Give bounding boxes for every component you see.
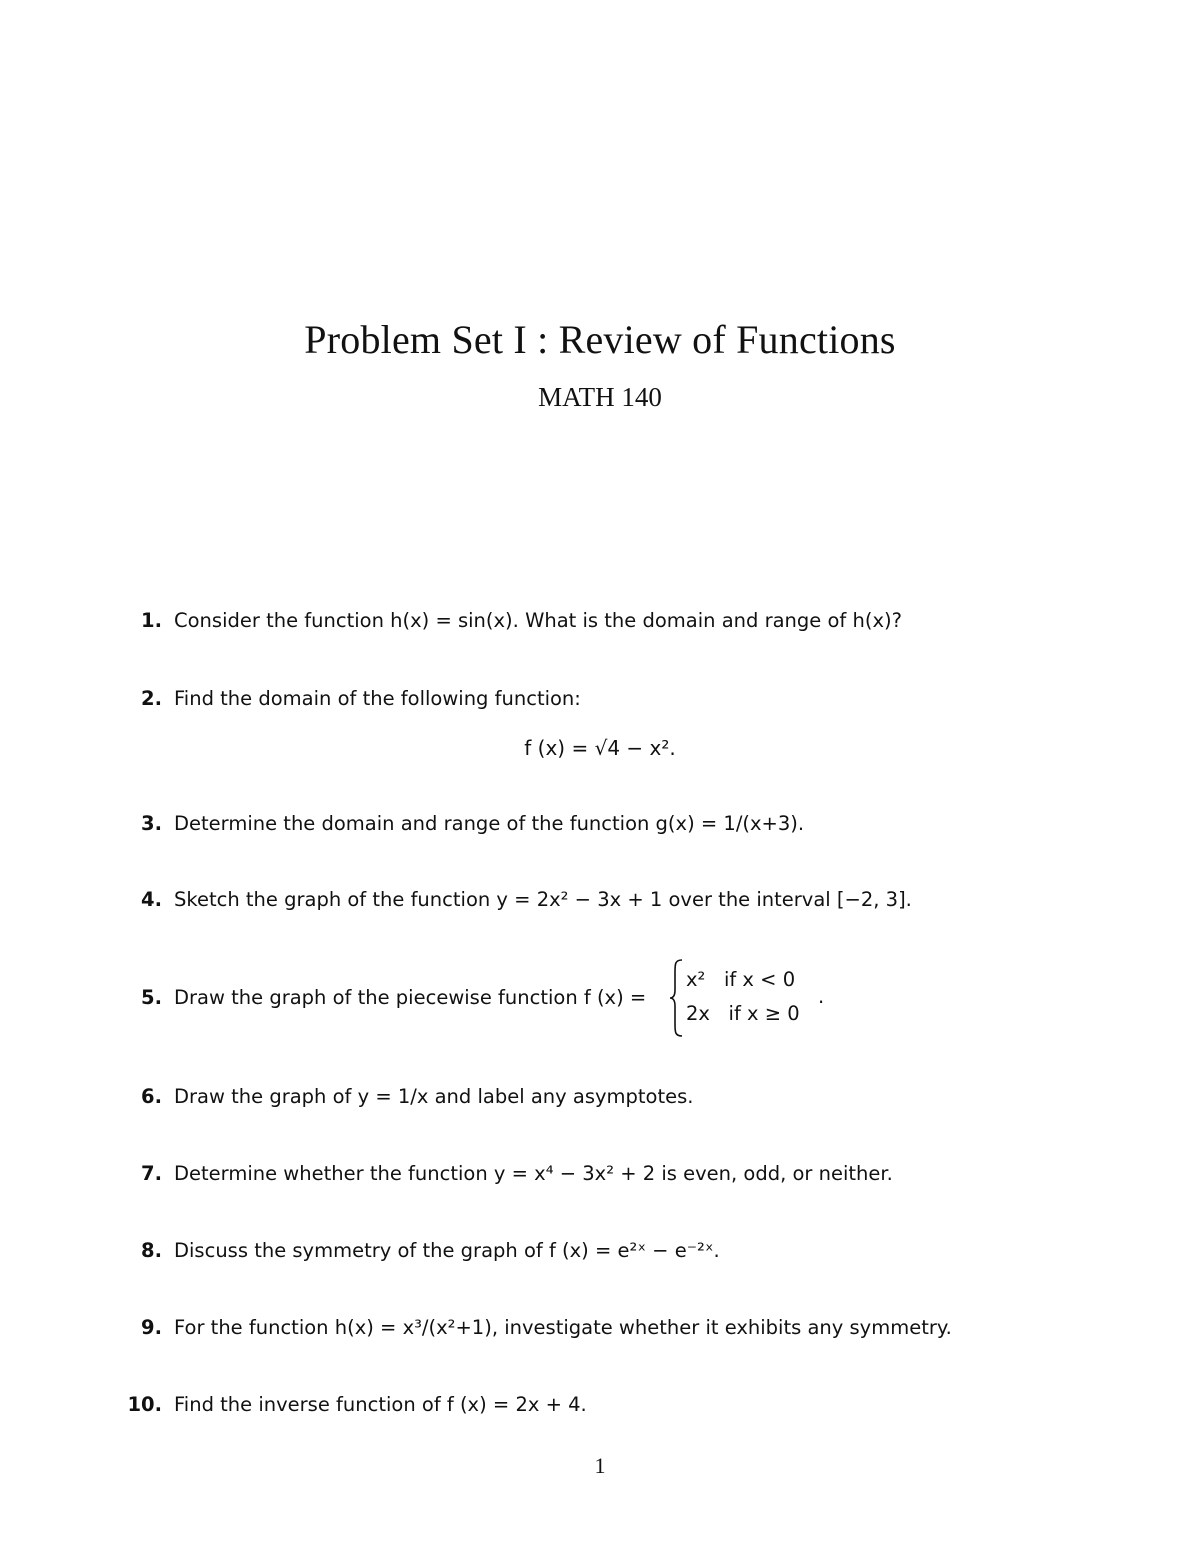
problem-6 xyxy=(0,1077,1200,1117)
problem-text: Determine the domain and range of the function g(x) = 1/(x+3). xyxy=(174,812,805,835)
problem-number: 3. xyxy=(141,812,162,835)
problem-text: Discuss the symmetry of the graph of f (x) = e²ˣ − e⁻²ˣ. xyxy=(174,1239,720,1262)
problem-number: 6. xyxy=(141,1085,162,1108)
left-brace-icon xyxy=(668,958,684,1038)
problem-text: Sketch the graph of the function y = 2x² − 3x + 1 over the interval [−2, 3]. xyxy=(174,888,912,911)
problem-number: 7. xyxy=(141,1162,162,1185)
problem-number: 9. xyxy=(141,1316,162,1339)
problem-text: Draw the graph of y = 1/x and label any asymptotes. xyxy=(174,1085,694,1108)
display-equation: f (x) = √4 − x². xyxy=(524,736,676,760)
problem-7 xyxy=(0,1154,1200,1194)
problem-text: For the function h(x) = x³/(x²+1), investigate whether it exhibits any symmetry. xyxy=(174,1316,952,1339)
page-title: Problem Set I : Review of Functions xyxy=(304,317,896,362)
problem-2 xyxy=(0,679,1200,719)
problem-9 xyxy=(0,1308,1200,1348)
problem-text: Find the inverse function of f (x) = 2x + 4. xyxy=(174,1393,587,1416)
piecewise-cases xyxy=(668,958,828,1038)
problem-text: Find the domain of the following function: xyxy=(174,687,581,710)
problem-5 xyxy=(0,978,1200,1018)
problem-8 xyxy=(0,1231,1200,1271)
problem-10 xyxy=(0,1385,1200,1425)
case-line: 2x if x ≥ 0 xyxy=(686,1002,800,1025)
problem-number: 5. xyxy=(141,986,162,1009)
problem-number: 4. xyxy=(141,888,162,911)
problem-text: Consider the function h(x) = sin(x). What is the domain and range of h(x)? xyxy=(174,609,902,632)
course-code: MATH 140 xyxy=(538,382,662,412)
problem-number: 1. xyxy=(141,609,162,632)
problem-text: Determine whether the function y = x⁴ − 3x² + 2 is even, odd, or neither. xyxy=(174,1162,893,1185)
problem-number: 10. xyxy=(127,1393,162,1416)
problem-text: Draw the graph of the piecewise function f (x) = xyxy=(174,986,647,1009)
case-line: x² if x < 0 xyxy=(686,968,796,991)
page-number: 1 xyxy=(594,1453,606,1478)
problem-number: 8. xyxy=(141,1239,162,1262)
problem-number: 2. xyxy=(141,687,162,710)
problem-1 xyxy=(0,601,1200,641)
problem-3 xyxy=(0,804,1200,844)
problem-4 xyxy=(0,880,1200,920)
case-period: . xyxy=(818,985,825,1008)
